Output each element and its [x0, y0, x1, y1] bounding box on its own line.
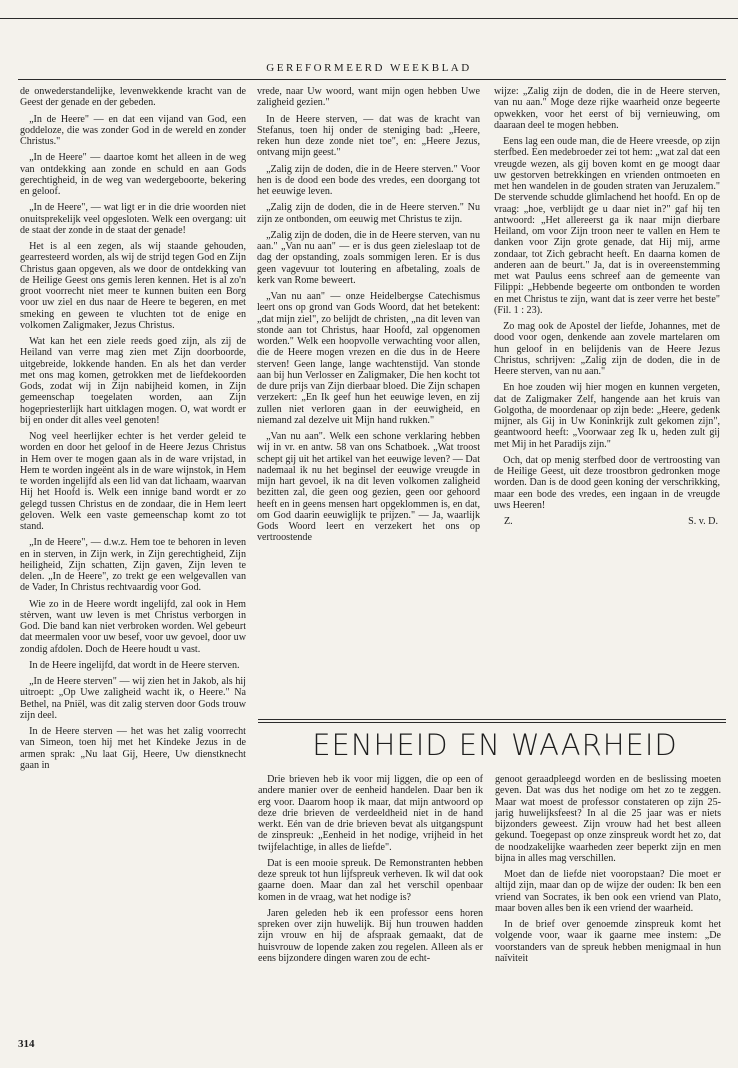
article2-column-2 — [495, 774, 721, 1032]
paragraph: vrede, naar Uw woord, want mijn ogen hebben Uwe zaligheid gezien." — [257, 86, 480, 109]
paragraph: „In de Heere sterven" — wij zien het in Jakob, als hij uitroept: „Op Uwe zaligheid wacht ik, o Heere." Na Bethel, na Pniël, was dit zalig sterven door Gods trouw zijn deel. — [20, 676, 246, 721]
signature-author: S. v. D. — [688, 516, 718, 527]
article-title: EENHEID EN WAARHEID — [312, 728, 678, 762]
paragraph: „Zalig zijn de doden, die in de Heere sterven, van nu aan." „Van nu aan" — er is dus geen zieleslaap tot de dag der opstanding, zoals sommigen leren. Er is dus geen vagevuur tot loutering en afbetaling, zoals de kerk van Rome beweert. — [257, 229, 480, 286]
paragraph: genoot geraadpleegd worden en de beslissing moeten geven. Dat was dus het nodige om het zo te zeggen. Maar wat moest de professor constateren op zijn 25-jarig huwelijksfeest? In al die 25 jaar was er niets bijzonders geweest. Zijn vrouw had het best alleen gekund. Toegepast op onze zinspreuk wordt het zo, dat de noodzakelijke waarheden zeer beperkt zijn en men bijna in alles mag verschillen. — [495, 774, 721, 864]
paragraph: „In de Heere" — en dat een vijand van God, een goddeloze, die was zonder God in de wereld en zonder Christus." — [20, 113, 246, 147]
paragraph: Wie zo in de Heere wordt ingelijfd, zal ook in Hem stèrven, want uw leven is met Christus verborgen in God. Die band kan niet verbroken worden. Wel gebeurt dat meermalen voor uw besef, voor uw gevoel, door uw zondig afdolen. Doch de Heere houdt u vast. — [20, 598, 246, 655]
paragraph: Drie brieven heb ik voor mij liggen, die op een of andere manier over de eenheid handelen. Daar ben ik erg voor. Daarom hoop ik maar, dat mijn antwoord op deze drie brieven de verdeeldheid niet in de hand werkt. Eén van de drie brieven bevat als uitgangspunt de zinspreuk: „Eenheid in het nodige, vrijheid in het twijfelachtige, in alles de liefde". — [258, 774, 483, 853]
paragraph: Het is al een zegen, als wij staande gehouden, gearresteerd worden, als wij de strijd tegen God en Zijn Christus gaan opgeven, als we door de ontdekking van de Heilige Geest ons gemis leren kennen. Het is al zo'n groot voorrecht niet meer te kunnen buiten een Borg voor uw ziel en dus naar de Heere te begeren, en met smeking en geween te vluchten tot de enige en volkomen Zaligmaker, Jezus Christus. — [20, 241, 246, 331]
paragraph: In de Heere sterven — het was het zalig voorrecht van Simeon, toen hij met het Kindeke Jezus in de armen sprak: „Nu laat Gij, Heere, Uw dienstknecht gaan in — [20, 726, 246, 771]
paragraph: In de Heere ingelijfd, dat wordt in de Heere sterven. — [29, 659, 240, 671]
paragraph: Dat is een mooie spreuk. De Remonstranten hebben deze spreuk tot hun lijfspreuk verheven. Ik wil dat ook gaarne doen. Maar dan zal het verschil openbaar komen in de vraag, wat het nodige is? — [258, 857, 483, 903]
paragraph: „Zalig zijn de doden, die in de Heere sterven." Nu zijn ze ontbonden, om eeuwig met Christus te zijn. — [257, 202, 480, 225]
paragraph: Jaren geleden heb ik een professor eens horen spreken over zijn huwelijk. Bij hun trouwen hadden zijn vrouw en hij de afspraak gemaakt, dat de huisvrouw de lopende zaken zou regelen. Alleen als er eens bijzondere dingen waren zou de echt- — [258, 907, 483, 964]
paragraph: Zo mag ook de Apostel der liefde, Johannes, met de dood voor ogen, denkende aan zovele martelaren om hun geloof in en belijdenis van de Heere Jezus Christus, schrijven: „Zalig zijn de doden, die in de Heere sterven, van nu aan." — [494, 321, 720, 377]
paragraph: Nog veel heerlijker echter is het verder geleid te worden en door het geloof in de Heere Jezus Christus in Hem over te mogen gaan als in de ware vrijstad, in Hem te worden ingeënt als in de ware wijnstok, in Hem te worden ingelijfd als een lid van dat lichaam, waarvan Hij het Hoofd is. Welk een innige band wordt er zo gelegd tussen Christus en de zondaar, die in Hem leert geloven. Welk een vaste gemeenschap komt zo tot stand. — [20, 431, 246, 532]
paragraph: In de brief over genoemde zinspreuk komt het volgende voor, waar ik gaarne mee instem: „De voorstanders van de spreuk hebben menigmaal in hun naïviteit — [495, 919, 721, 964]
paragraph: „In de Heere", — d.w.z. Hem toe te behoren in leven en in sterven, in Zijn werk, in Zijn gerechtigheid, Zijn heiligheid, Zijn schatten, Zijn gaven, Zijn leven te delen. „In de Heere", zo trekt ge een welgevallen van de Vader, In Christus rechtvaardig voor God. — [20, 537, 246, 594]
paragraph: „In de Heere", — wat ligt er in die drie woorden niet onuitsprekelijk veel opgesloten. Welk een overgang: uit de staat der zonde in de staat der genade! — [20, 202, 246, 236]
signature-initial: Z. — [504, 516, 513, 527]
paragraph: Moet dan de liefde niet vooropstaan? Die moet er altijd zijn, maar dan op de wijze der ouden: Ik ben een vriend van Socrates, ik ben ook een vriend van Plato, maar boven alles ben ik een vriend der waarheid. — [495, 869, 721, 914]
paragraph: „Van nu aan" — onze Heidelbergse Catechismus leert ons op grond van Gods Woord, dat het betekent: „dat mijn ziel", zo belijdt de christen, „na dit leven van stonde aan tot Christus, haar Hoofd, zal opgenomen worden." Welk een hoopvolle verwachting voor allen, die de Heere mogen vrezen en die dus in de Heere sterven! Geen lange, lange wachtenstijd. Van stonde aan bij hun Verlosser en Zaligmaker, Die hen kocht tot de dure prijs van Zijn dierbaar bloed. Die Zijn schapen verzekert: „En Ik geef hun het eeuwige leven, en zij zullen niet verloren gaan in der eeuwigheid, en niemand zal dezelve uit Mijn hand rukken." — [257, 291, 480, 426]
paragraph: wijze: „Zalig zijn de doden, die in de Heere sterven, van nu aan." Moge deze rijke waarheid onze begeerte opwekken, voor het eerst of bij vernieuwing, om daaraan deel te mogen hebben. — [494, 86, 720, 131]
page-number: 314 — [18, 1038, 35, 1050]
article1-column-2 — [257, 86, 480, 712]
paragraph: En hoe zouden wij hier mogen en kunnen vergeten, dat de Zaligmaker Zelf, hangende aan het kruis van Golgotha, de moordenaar op zijn bede: „Heere, gedenk mijner, als Gij in Uw Koninkrijk zult gekomen zijn", geantwoord heeft: „Voorwaar zeg Ik u, heden zult gij met Mij in het Paradijs zijn." — [494, 382, 720, 450]
paragraph: „In de Heere" — daartoe komt het alleen in de weg van ontdekking aan zonde en schuld en aan Gods gerechtigheid, in de weg van wedergeboorte, bekering en geloof. — [20, 152, 246, 197]
article-separator-rule-thin — [258, 722, 726, 723]
paragraph: de onwederstandelijke, levenwekkende kracht van de Geest der genade en der gebeden. — [20, 86, 246, 109]
paragraph: Och, dat op menig sterfbed door de vertroosting van de Heilige Geest, uit deze troostbron gedronken moge worden. Dan is de dood geen koning der verschrikking, maar een bode des vredes, een ingaan in de vreugde uws Heeren! — [494, 454, 720, 511]
paragraph: „Van nu aan". Welk een schone verklaring hebben wij in vr. en antw. 58 van ons Schatboek. „Wat troost schept gij uit het artikel van het eeuwige leven? — Dat nademaal ik nu het beginsel der eeuwige vreugde in mijn hart gevoel, ik na dit leven volkomen zaligheid bezitten zal, die geen oog gezien, geen oor gehoord heeft en in geens mensen hart opgeklommen is, en dat, om God daarin eeuwiglijk te prijzen." — Ja, waarlijk Gods Woord leert en verzekert het ons op vertroostende — [257, 431, 480, 544]
top-edge-rule — [0, 18, 738, 19]
article2-column-1 — [258, 774, 483, 1032]
article-separator-rule — [258, 719, 726, 720]
header-rule — [18, 79, 726, 80]
paragraph: Eens lag een oude man, die de Heere vreesde, op zijn sterfbed. Een medebroeder zei tot hem: „wat zal dat een vreugde wezen, als gij boven komt en ge moogt daar uw gestorven betrekkingen en vrienden ontmoeten en met hen wandelen in de gouden straten van Jeruzalem." De stervende schudde glimlachend het hoofd. En op de vraag: „hoe, verblijdt ge u daar niet in?" gaf hij ten antwoord: „Het allereerst ga ik naar mijn dierbare Heiland, om voor Zijn troon neer te vallen en Hem te danken voor Zijn grote genade, dat Hij mij, arme zondaar, tot Zich gebracht heeft. En daarna komen de anderen aan de beurt." Ja, dat is in overeenstemming met wat Paulus eens schreef aan de gemeente van Filippi: „Hebbende begeerte om ontbonden te worden en met Christus te zijn, want dat is zeer verre het beste" (Fil. 1 : 23). — [494, 136, 720, 316]
paragraph: Wat kan het een ziele reeds goed zijn, als zij de Heiland van verre mag zien met Zijn doorboorde, uitgebreide, lokkende handen. En als het dan verder met ons mag komen, getrokken met de liefdekoorden Gods, zodat wij in Zijn nabijheid komen, in Zijn gemeenschap toegelaten worden, aan Zijn hogepriesterlijk hart uitklagen mogen. O, wat wordt er bij en onder dit alles veel genoten! — [20, 336, 246, 426]
article1-column-1 — [20, 86, 246, 1032]
article1-column-3 — [494, 86, 720, 712]
paragraph: In de Heere sterven, — dat was de kracht van Stefanus, toen hij onder de steniging bad: „Heere, reken hun deze zonde niet toe", en: „Heere Jezus, ontvang mijn geest." — [257, 113, 480, 159]
signature — [494, 516, 720, 527]
running-header: GEREFORMEERD WEEKBLAD — [266, 62, 472, 74]
paragraph: „Zalig zijn de doden, die in de Heere sterven." Voor hen is de dood een bode des vredes, een doorgang tot het eeuwige leven. — [257, 163, 480, 197]
